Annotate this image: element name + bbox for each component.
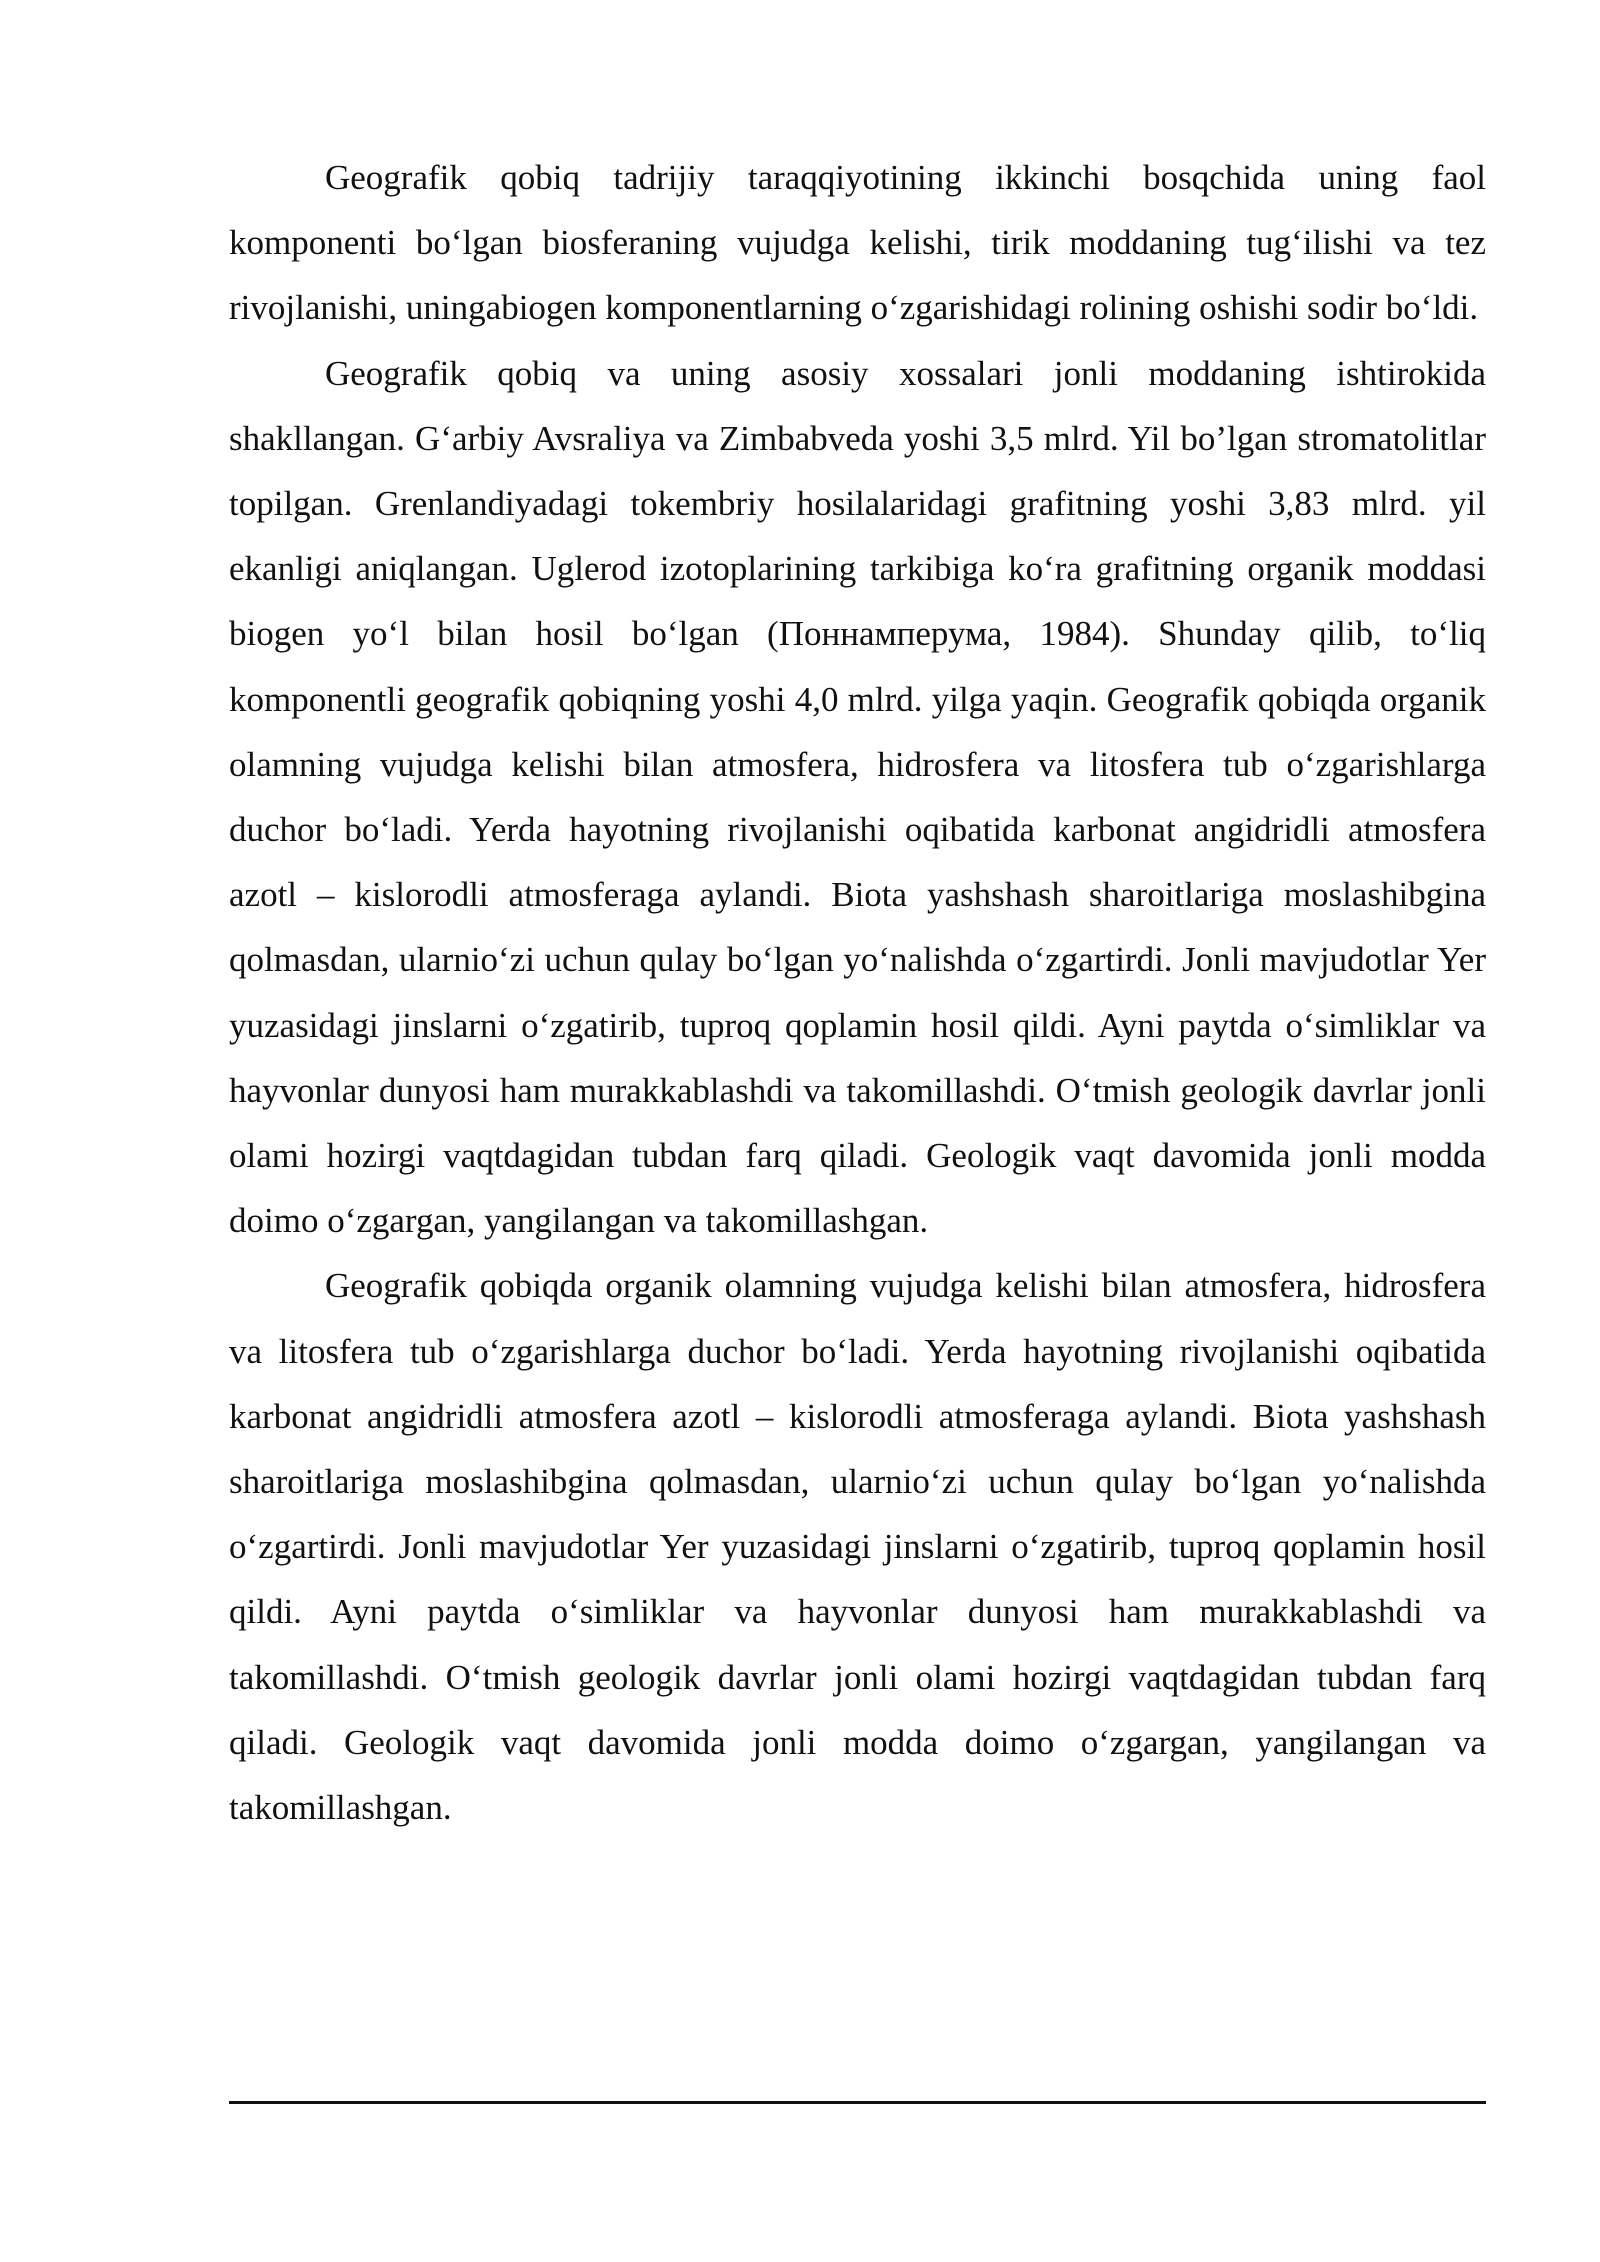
paragraph-2: Geografik qobiq va uning asosiy xossalari jonli moddaning ishtirokida shakllangan. G‘arbiy Avsraliya va Zimbabveda yoshi 3,5 mlrd. Yil bo’lgan stromatolitlar topilgan. Grenlandiyadagi tokembriy hosilalaridagi grafitning yoshi 3,83 mlrd. yil ekanligi aniqlangan. Uglerod izotoplarining tarkibiga ko‘ra grafitning organik moddasi biogen yo‘l bilan hosil bo‘lgan (Поннамперума, 1984). Shunday qilib, to‘liq komponentli geografik qobiqning yoshi 4,0 mlrd. yilga yaqin. Geografik qobiqda organik olamning vujudga kelishi bilan atmosfera, hidrosfera va litosfera tub o‘zgarishlarga duchor bo‘ladi. Yerda hayotning rivojlanishi oqibatida karbonat angidridli atmosfera azotl – kislorodli atmosferaga aylandi. Biota yashshash sharoitlariga moslashibgina qolmasdan, ularnio‘zi uchun qulay bo‘lgan yo‘nalishda o‘zgartirdi. Jonli mavjudotlar Yer yuzasidagi jinslarni o‘zgatirib, tuproq qoplamin hosil qildi. Ayni paytda o‘simliklar va hayvonlar dunyosi ham murakkablashdi va takomillashdi. O‘tmish geologik davrlar jonli olami hozirgi vaqtdagidan tubdan farq qiladi. Geologik vaqt davomida jonli modda doimo o‘zgargan, yangilangan va takomillashgan. [229, 353, 1486, 1241]
paragraph-3: Geografik qobiqda organik olamning vujudga kelishi bilan atmosfera, hidrosfera va litosfera tub o‘zgarishlarga duchor bo‘ladi. Yerda hayotning rivojlanishi oqibatida karbonat angidridli atmosfera azotl – kislorodli atmosferaga aylandi. Biota yashshash sharoitlariga moslashibgina qolmasdan, ularnio‘zi uchun qulay bo‘lgan yo‘nalishda o‘zgartirdi. Jonli mavjudotlar Yer yuzasidagi jinslarni o‘zgatirib, tuproq qoplamin hosil qildi. Ayni paytda o‘simliklar va hayvonlar dunyosi ham murakkablashdi va takomillashdi. O‘tmish geologik davrlar jonli olami hozirgi vaqtdagidan tubdan farq qiladi. Geologik vaqt davomida jonli modda doimo o‘zgargan, yangilangan va takomillashgan. [229, 1266, 1486, 1828]
paragraph-1: Geografik qobiq tadrijiy taraqqiyotining ikkinchi bosqchida uning faol komponenti bo‘lgan biosferaning vujudga kelishi, tirik moddaning tug‘ilishi va tez rivojlanishi, uningabiogen komponentlarning o‘zgarishidagi rolining oshishi sodir bo‘ldi. [229, 158, 1486, 328]
body-text [229, 145, 1486, 1840]
footer-rule [229, 2101, 1486, 2104]
